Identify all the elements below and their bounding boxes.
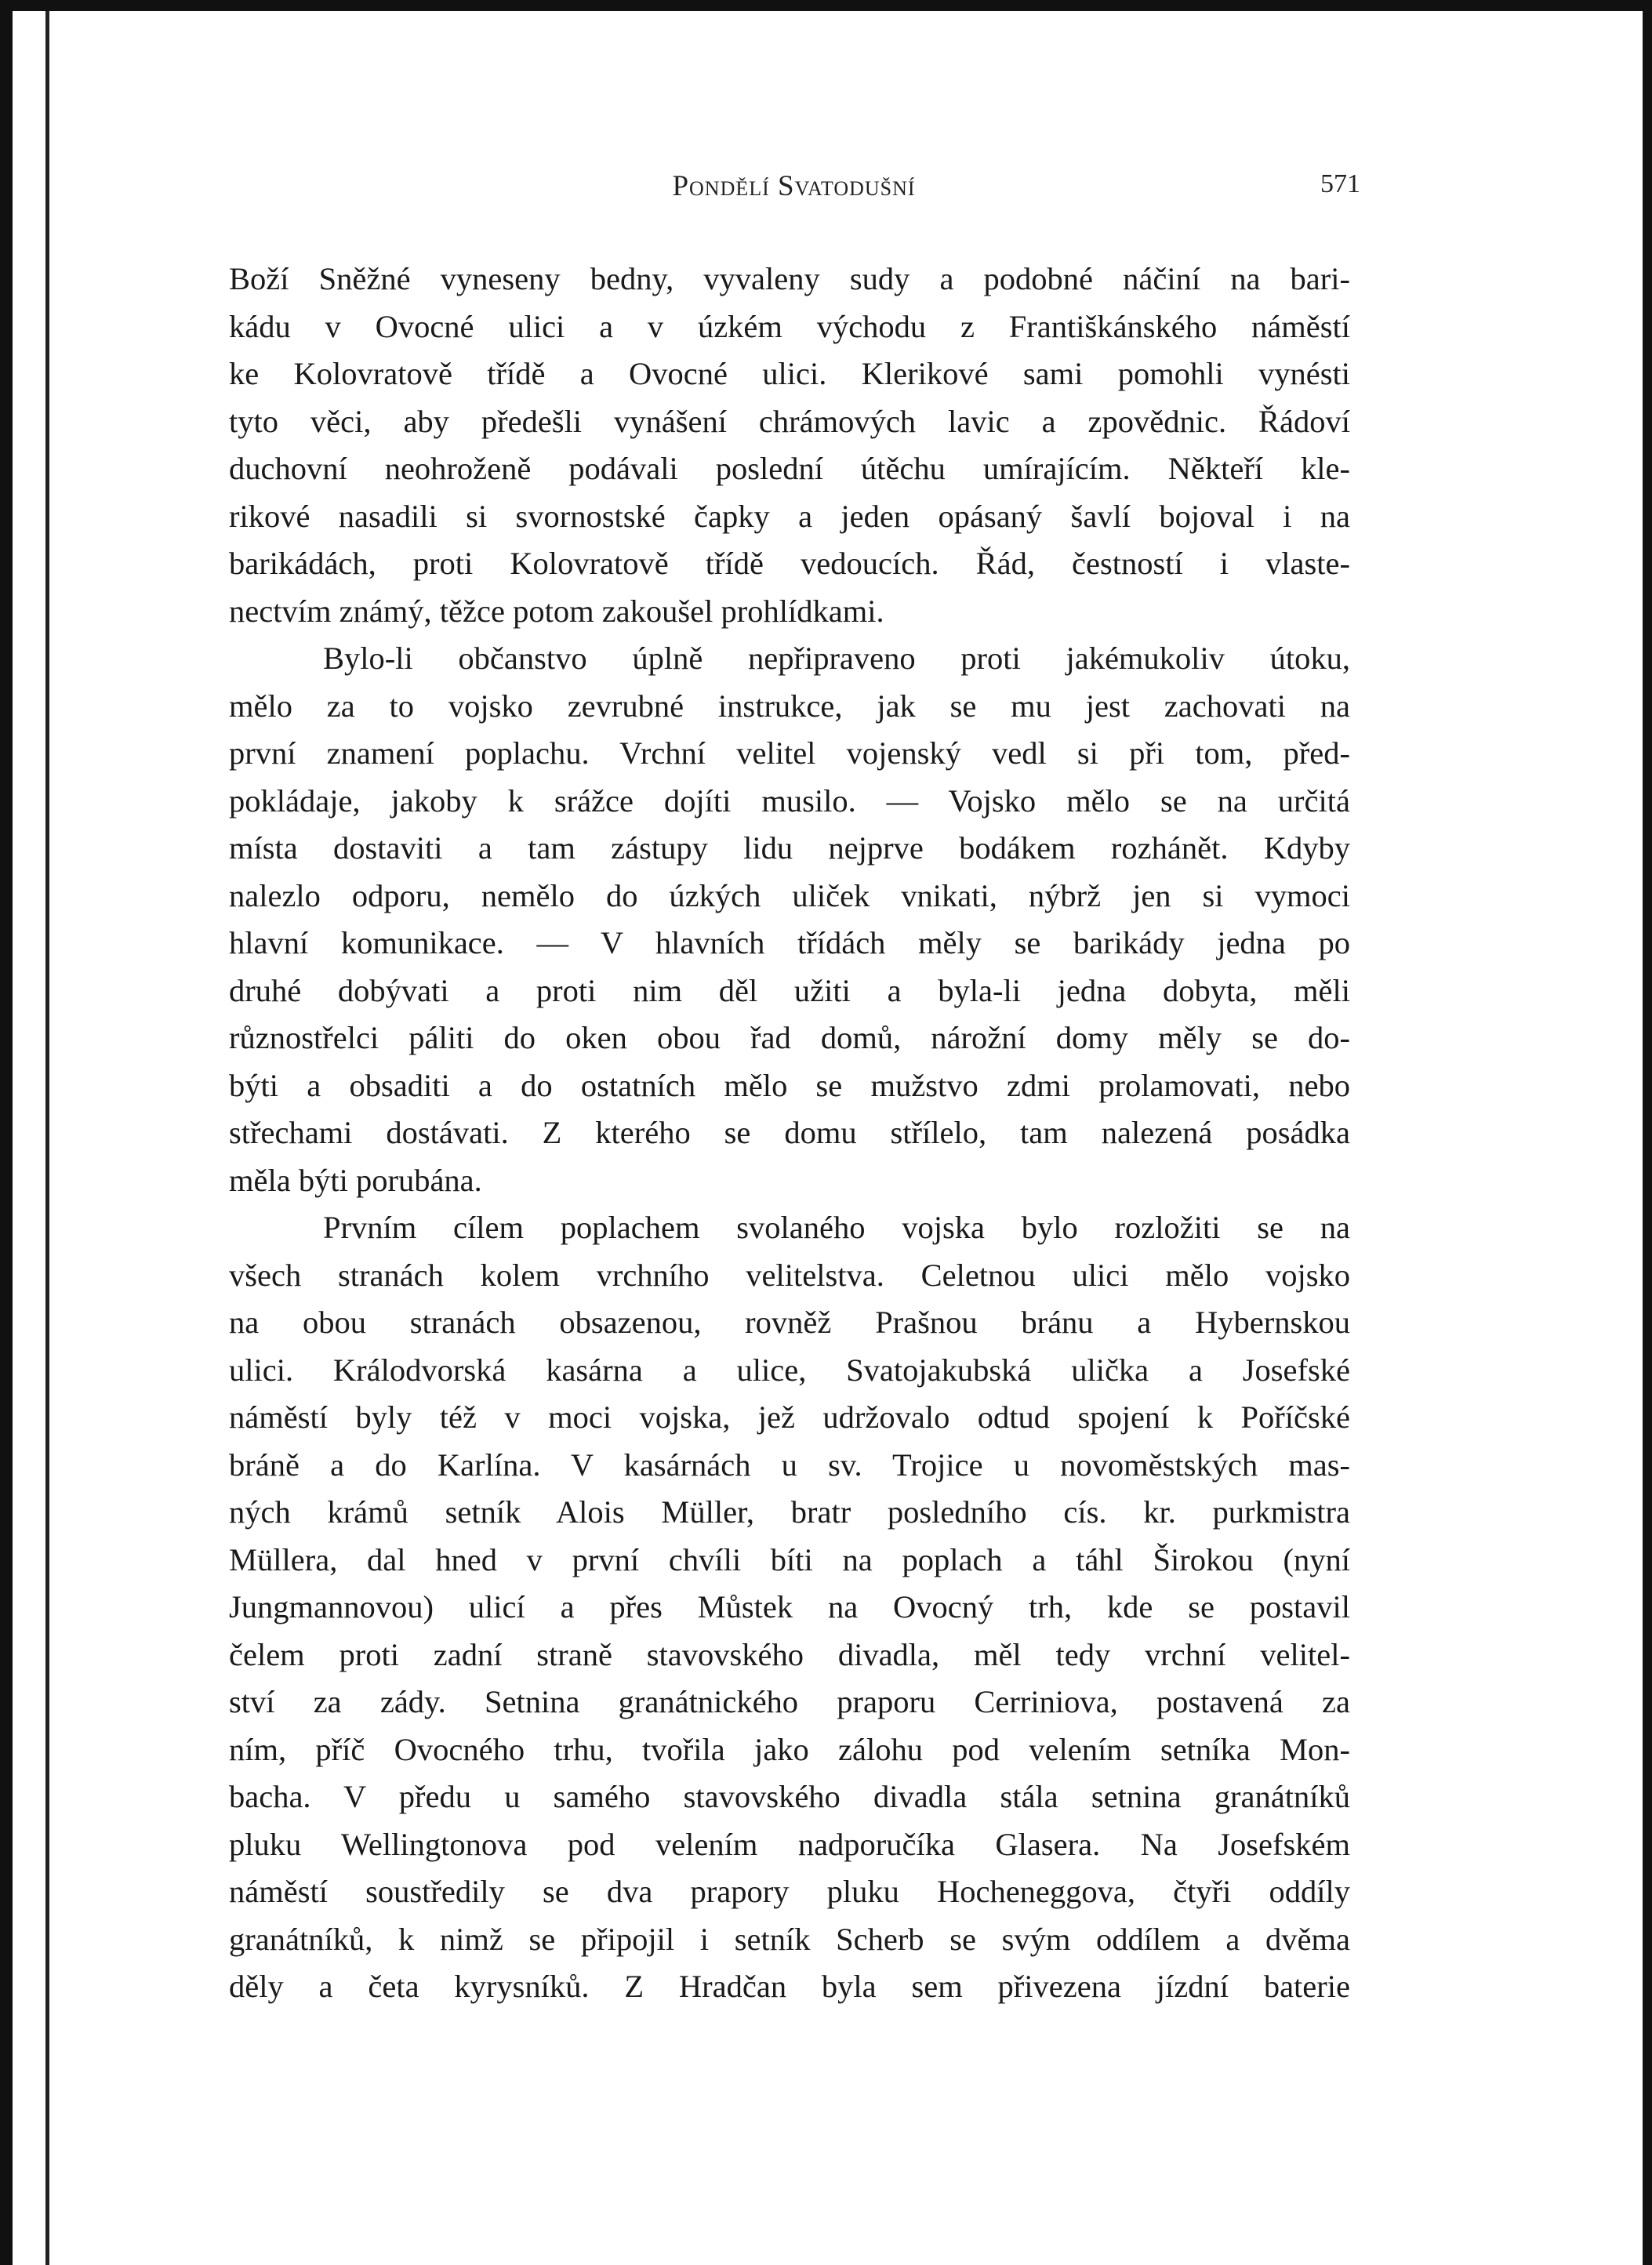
text-line: bacha. V předu u samého stavovského divadla stála setnina granátníků bbox=[229, 1779, 1350, 1814]
text-line: ním, příč Ovocného trhu, tvořila jako zálohu pod velením setníka Mon- bbox=[229, 1731, 1350, 1767]
paragraph-3 bbox=[229, 1204, 1350, 2011]
text-line: Bylo-li občanstvo úplně nepřipraveno proti jakémukoliv útoku, bbox=[323, 641, 1350, 676]
running-head bbox=[227, 169, 1360, 216]
body-text bbox=[229, 256, 1350, 2011]
running-title: Pondělí Svatodušní bbox=[672, 170, 916, 202]
text-line: Prvním cílem poplachem svolaného vojska bylo rozložiti se na bbox=[323, 1210, 1350, 1245]
text-line: druhé dobývati a proti nim děl užiti a byla-li jedna dobyta, měli bbox=[229, 972, 1350, 1008]
text-line: střechami dostávati. Z kterého se domu střílelo, tam nalezená posádka bbox=[229, 1115, 1350, 1150]
text-line: Müllera, dal hned v první chvíli bíti na poplach a táhl Širokou (nyní bbox=[229, 1541, 1350, 1577]
text-line: ulici. Králodvorská kasárna a ulice, Svatojakubská ulička a Josefské bbox=[229, 1352, 1350, 1388]
text-line: Boží Sněžné vyneseny bedny, vyvaleny sudy a podobné náčiní na bari- bbox=[229, 261, 1350, 296]
text-line: granátníků, k nimž se připojil i setník Scherb se svým oddílem a dvěma bbox=[229, 1921, 1350, 1957]
text-line: bráně a do Karlína. V kasárnách u sv. Trojice u novoměstských mas- bbox=[229, 1446, 1350, 1483]
text-line: Jungmannovou) ulicí a přes Můstek na Ovocný trh, kde se postavil bbox=[229, 1589, 1350, 1624]
text-line: pokládaje, jakoby k srážce dojíti musilo. — Vojsko mělo se na určitá bbox=[229, 782, 1350, 819]
text-line: barikádách, proti Kolovratově třídě vedoucích. Řád, čestností i vlaste- bbox=[229, 546, 1350, 581]
text-line: místa dostaviti a tam zástupy lidu nejprve bodákem rozhánět. Kdyby bbox=[229, 830, 1350, 866]
text-line: náměstí byly též v moci vojska, jež udržovalo odtud spojení k Poříčské bbox=[229, 1399, 1350, 1435]
text-line: ných krámů setník Alois Müller, bratr posledního cís. kr. purkmistra bbox=[229, 1494, 1350, 1530]
scan-border-left-inner bbox=[45, 11, 49, 2265]
scan-border-right bbox=[1643, 0, 1652, 2265]
text-line: různostřelci páliti do oken obou řad domů, nárožní domy měly se do- bbox=[229, 1020, 1350, 1055]
paragraph-2 bbox=[229, 635, 1350, 1204]
text-line: duchovní neohroženě podávali poslední útěchu umírajícím. Někteří kle- bbox=[229, 451, 1350, 486]
scan-border-left bbox=[0, 0, 13, 2265]
text-line: ství za zády. Setnina granátnického praporu Cerriniova, postavená za bbox=[229, 1684, 1350, 1719]
text-line: na obou stranách obsazenou, rovněž Prašnou bránu a Hybernskou bbox=[229, 1305, 1350, 1340]
text-line: nalezlo odporu, nemělo do úzkých uliček vnikati, nýbrž jen si vymoci bbox=[229, 877, 1350, 913]
text-line: nectvím známý, těžce potom zakoušel prohlídkami. bbox=[229, 593, 884, 629]
text-line: všech stranách kolem vrchního velitelstva. Celetnou ulici mělo vojsko bbox=[229, 1257, 1350, 1293]
text-line: první znamení poplachu. Vrchní velitel vojenský vedl si při tom, před- bbox=[229, 735, 1350, 771]
page-number: 571 bbox=[1320, 169, 1360, 198]
text-line: hlavní komunikace. — V hlavních třídách měly se barikády jedna po bbox=[229, 925, 1350, 960]
text-line: čelem proti zadní straně stavovského divadla, měl tedy vrchní velitel- bbox=[229, 1636, 1350, 1672]
text-line: býti a obsaditi a do ostatních mělo se mužstvo zdmi prolamovati, nebo bbox=[229, 1067, 1350, 1103]
text-line: měla býti porubána. bbox=[229, 1162, 482, 1198]
text-line: náměstí soustředily se dva prapory pluku Hocheneggova, čtyři oddíly bbox=[229, 1874, 1350, 1909]
text-line: mělo za to vojsko zevrubné instrukce, jak se mu jest zachovati na bbox=[229, 688, 1350, 724]
paragraph-1 bbox=[229, 256, 1350, 635]
text-line: kádu v Ovocné ulici a v úzkém východu z Františkánského náměstí bbox=[229, 308, 1350, 344]
text-line: rikové nasadili si svornostské čapky a jeden opásaný šavlí bojoval i na bbox=[229, 498, 1350, 534]
text-line: děly a četa kyrysníků. Z Hradčan byla sem přivezena jízdní baterie bbox=[229, 1969, 1350, 2004]
text-line: ke Kolovratově třídě a Ovocné ulici. Klerikové sami pomohli vynésti bbox=[229, 356, 1350, 391]
text-line: tyto věci, aby předešli vynášení chrámových lavic a zpovědnic. Řádoví bbox=[229, 403, 1350, 439]
scan-border-top bbox=[0, 0, 1652, 11]
text-line: pluku Wellingtonova pod velením nadporučíka Glasera. Na Josefském bbox=[229, 1826, 1350, 1862]
